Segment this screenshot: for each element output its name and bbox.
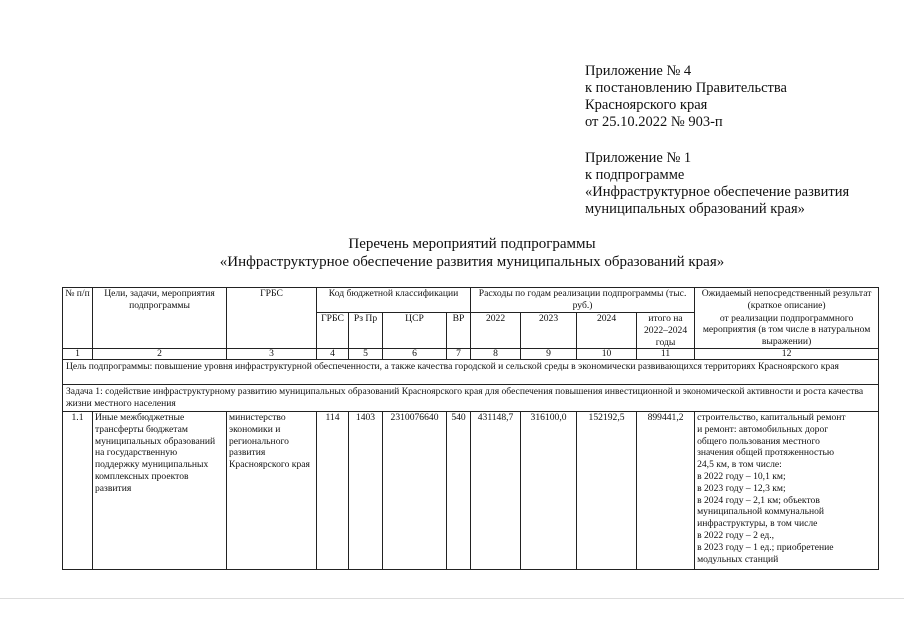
column-number: 1 [63,349,93,360]
result-line: муниципальной коммунальной [697,506,825,518]
row-2023: 316100,0 [521,411,577,569]
appendix-1-line: «Инфраструктурное обеспечение развития [585,184,850,200]
header-rzpr: Рз Пр [349,313,383,349]
header-csr: ЦСР [383,313,447,349]
title-line-2: «Инфраструктурное обеспечение развития муниципальных образований края» [219,254,725,270]
header-num: № п/п [63,288,93,349]
goal-row: Цель подпрограммы: повышение уровня инфраструктурной обеспеченности, а также качества городской и сельской среды в экономически развивающихся территориях Красноярского края [63,360,879,385]
appendix-4-header [585,63,787,131]
appendix-4-line: Приложение № 4 [585,63,692,79]
column-number: 9 [521,349,577,360]
column-number: 6 [383,349,447,360]
appendix-4-line: от 25.10.2022 № 903-п [585,114,723,130]
result-line: модульных станций [697,553,779,565]
header-vr: ВР [447,313,471,349]
header-2023: 2023 [521,313,577,349]
result-line: в 2022 году – 10,1 км; [697,470,786,482]
column-number: 3 [227,349,317,360]
appendix-4-line: Красноярского края [585,97,708,113]
column-number: 8 [471,349,521,360]
row-vr: 540 [447,411,471,569]
header-grbs-code: ГРБС [317,313,349,349]
column-number: 7 [447,349,471,360]
appendix-1-line: к подпрограмме [585,167,685,183]
result-line: в 2023 году – 12,3 км; [697,482,786,494]
column-number: 4 [317,349,349,360]
header-grbs: ГРБС [227,288,317,349]
result-line: в 2023 году – 1 ед.; приобретение [697,541,834,553]
row-2024: 152192,5 [577,411,637,569]
result-line: инфраструктуры, в том числе [697,518,818,530]
appendix-1-line: Приложение № 1 [585,150,692,166]
document-title [0,235,904,271]
column-number: 10 [577,349,637,360]
column-number: 5 [349,349,383,360]
task-row: Задача 1: содействие инфраструктурному развитию муниципальных образований Красноярского края для обеспечения повышения инвестиционной и экономической активности и роста качества жизни местного населения [63,385,879,412]
row-name: Иные межбюджетные трансферты бюджетам муниципальных образований на государственную поддержку муниципальных комплексных проектов развития [93,411,227,569]
result-line: строительство, капитальный ремонт [697,411,846,423]
row-num: 1.1 [63,411,93,569]
column-number: 11 [637,349,695,360]
header-result: Ожидаемый непосредственный результат (краткое описание) [695,288,879,313]
row-2022: 431148,7 [471,411,521,569]
result-line: в 2022 году – 2 ед., [697,529,775,541]
row-result [695,411,879,569]
table-row [63,411,879,569]
measures-table [62,287,879,570]
column-number: 2 [93,349,227,360]
row-grbs-name: министерство экономики и регионального развития Красноярского края [227,411,317,569]
header-result-sub: от реализации подпрограммного мероприятия (в том числе в натуральном выражении) [695,313,879,349]
header-goals: Цели, задачи, мероприятия подпрограммы [93,288,227,349]
header-total: итого на 2022–2024 годы [637,313,695,349]
result-line: 24,5 км, в том числе: [697,459,782,471]
result-line: и ремонт: автомобильных дорог [697,423,829,435]
header-classification: Код бюджетной классификации [317,288,471,313]
result-line: общего пользования местного [697,435,820,447]
row-grbs: 114 [317,411,349,569]
row-csr: 2310076640 [383,411,447,569]
row-rzpr: 1403 [349,411,383,569]
page-divider [0,598,904,599]
result-line: в 2024 году – 2,1 км; объектов [697,494,820,506]
header-expenses: Расходы по годам реализации подпрограммы (тыс. руб.) [471,288,695,313]
appendix-4-line: к постановлению Правительства [585,80,787,96]
header-2022: 2022 [471,313,521,349]
appendix-1-header [585,150,849,218]
title-line-1: Перечень мероприятий подпрограммы [348,236,596,252]
appendix-1-line: муниципальных образований края» [585,201,805,217]
column-number: 12 [695,349,879,360]
result-line: значения общей протяженностью [697,447,835,459]
header-2024: 2024 [577,313,637,349]
row-total: 899441,2 [637,411,695,569]
